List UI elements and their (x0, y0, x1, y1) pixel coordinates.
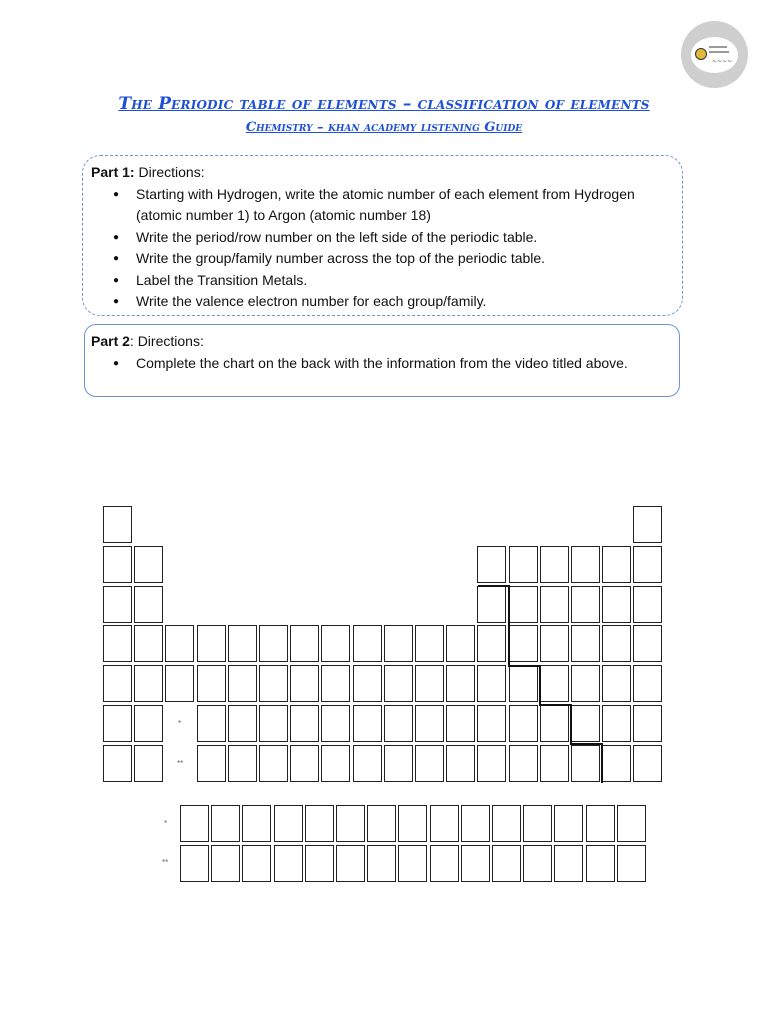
f-block-cell (398, 845, 427, 882)
element-cell (602, 625, 631, 662)
metalloid-staircase-line (570, 743, 602, 745)
actinide-row-marker: ** (162, 858, 169, 867)
f-block-cell (617, 805, 646, 842)
element-cell (633, 546, 662, 583)
f-block-cell (180, 805, 209, 842)
element-cell (602, 665, 631, 702)
part2-heading-text: : Directions: (129, 333, 204, 349)
f-block-cell (336, 845, 365, 882)
part1-heading (91, 162, 674, 184)
logo (681, 21, 748, 88)
element-cell (509, 705, 538, 742)
element-cell (384, 745, 413, 782)
element-cell (259, 705, 288, 742)
lanthanide-marker: * (178, 719, 182, 728)
element-cell (134, 665, 163, 702)
element-cell (353, 665, 382, 702)
f-block-cell (430, 805, 459, 842)
f-block-cell (211, 805, 240, 842)
element-cell (384, 705, 413, 742)
lanthanide-row-marker: * (164, 819, 168, 828)
element-cell (633, 665, 662, 702)
element-cell (228, 705, 257, 742)
element-cell (321, 625, 350, 662)
element-cell (540, 546, 569, 583)
element-cell (103, 705, 132, 742)
f-block-cell (274, 845, 303, 882)
f-block-cell (180, 845, 209, 882)
metalloid-staircase-line (508, 585, 510, 666)
element-cell (321, 745, 350, 782)
part1-list (91, 184, 674, 313)
page-title: The Periodic table of elements – classification of elements (118, 94, 650, 114)
element-cell (540, 586, 569, 623)
element-cell (477, 665, 506, 702)
element-cell (321, 665, 350, 702)
element-cell (571, 665, 600, 702)
metalloid-staircase-line (539, 704, 571, 706)
element-cell (571, 705, 600, 742)
element-cell (384, 625, 413, 662)
element-cell (259, 625, 288, 662)
part1-heading-text: Directions: (134, 164, 205, 180)
metalloid-staircase-line (508, 665, 540, 667)
element-cell (165, 665, 194, 702)
element-cell (103, 625, 132, 662)
element-cell (540, 745, 569, 782)
element-cell (353, 705, 382, 742)
element-cell (602, 705, 631, 742)
f-block-cell (523, 845, 552, 882)
element-cell (602, 745, 631, 782)
element-cell (477, 625, 506, 662)
element-cell (415, 625, 444, 662)
element-cell (509, 625, 538, 662)
element-cell (290, 625, 319, 662)
element-cell (602, 546, 631, 583)
element-cell (477, 586, 506, 623)
element-cell (446, 745, 475, 782)
element-cell (259, 665, 288, 702)
element-cell (509, 586, 538, 623)
f-block-cell (461, 805, 490, 842)
element-cell (197, 705, 226, 742)
f-block-cell (461, 845, 490, 882)
part2-directions-box (84, 324, 680, 397)
element-cell (540, 665, 569, 702)
element-cell (228, 745, 257, 782)
bee-icon (695, 48, 707, 60)
element-cell (134, 625, 163, 662)
element-cell (477, 546, 506, 583)
f-block-cell (430, 845, 459, 882)
element-cell (509, 665, 538, 702)
logo-script: ~~~~ (712, 58, 733, 65)
element-cell (540, 705, 569, 742)
element-cell (134, 546, 163, 583)
element-cell (571, 745, 600, 782)
element-cell (103, 665, 132, 702)
list-item: ● Starting with Hydrogen, write the atomic number of each element from Hydrogen (atomic number 1) to Argon (atomic number 18) (91, 184, 674, 227)
element-cell (446, 705, 475, 742)
element-cell (477, 705, 506, 742)
f-block-cell (367, 845, 396, 882)
element-cell (197, 665, 226, 702)
element-cell (602, 586, 631, 623)
f-block-cell (305, 805, 334, 842)
part2-label: Part 2 (91, 333, 130, 349)
blank-periodic-table (100, 485, 685, 890)
f-block-cell (242, 805, 271, 842)
f-block-cell (367, 805, 396, 842)
list-item: ● Write the group/family number across the top of the periodic table. (91, 248, 674, 270)
f-block-cell (586, 805, 615, 842)
element-cell (165, 625, 194, 662)
element-cell (290, 705, 319, 742)
part1-directions-box (82, 155, 683, 316)
element-cell (103, 506, 132, 543)
part2-list (91, 353, 673, 375)
element-cell (228, 665, 257, 702)
f-block-cell (336, 805, 365, 842)
element-cell (633, 625, 662, 662)
element-cell (571, 625, 600, 662)
f-block-cell (617, 845, 646, 882)
logo-text-line (709, 46, 727, 48)
part2-heading (91, 331, 673, 353)
element-cell (446, 625, 475, 662)
logo-badge (691, 37, 738, 73)
element-cell (477, 745, 506, 782)
element-cell (446, 665, 475, 702)
f-block-cell (586, 845, 615, 882)
element-cell (103, 546, 132, 583)
element-cell (633, 705, 662, 742)
f-block-cell (274, 805, 303, 842)
f-block-cell (398, 805, 427, 842)
element-cell (633, 506, 662, 543)
element-cell (509, 546, 538, 583)
element-cell (103, 586, 132, 623)
list-item: ● Write the valence electron number for each group/family. (91, 291, 674, 313)
element-cell (509, 745, 538, 782)
f-block-cell (305, 845, 334, 882)
page-subtitle: Chemistry – khan academy listening Guide (245, 120, 523, 135)
element-cell (633, 745, 662, 782)
element-cell (134, 705, 163, 742)
list-item: ● Write the period/row number on the left side of the periodic table. (91, 227, 674, 249)
f-block-cell (523, 805, 552, 842)
element-cell (415, 665, 444, 702)
element-cell (134, 586, 163, 623)
element-cell (353, 625, 382, 662)
logo-text-line (709, 51, 729, 53)
f-block-cell (492, 845, 521, 882)
element-cell (290, 665, 319, 702)
element-cell (197, 745, 226, 782)
list-item: ● Complete the chart on the back with the information from the video titled above. (91, 353, 673, 375)
element-cell (633, 586, 662, 623)
element-cell (103, 745, 132, 782)
element-cell (353, 745, 382, 782)
metalloid-staircase-line (570, 704, 572, 744)
element-cell (321, 705, 350, 742)
f-block-cell (242, 845, 271, 882)
element-cell (415, 705, 444, 742)
element-cell (197, 625, 226, 662)
metalloid-staircase-line (539, 665, 541, 705)
element-cell (134, 745, 163, 782)
element-cell (571, 586, 600, 623)
element-cell (290, 745, 319, 782)
element-cell (571, 546, 600, 583)
f-block-cell (211, 845, 240, 882)
actinide-marker: ** (177, 759, 184, 768)
element-cell (259, 745, 288, 782)
f-block-cell (554, 845, 583, 882)
metalloid-staircase-line (601, 743, 603, 783)
part1-label: Part 1: (91, 164, 135, 180)
element-cell (415, 745, 444, 782)
metalloid-staircase-line (478, 585, 510, 587)
element-cell (384, 665, 413, 702)
f-block-cell (492, 805, 521, 842)
element-cell (540, 625, 569, 662)
list-item: ● Label the Transition Metals. (91, 270, 674, 292)
f-block-cell (554, 805, 583, 842)
element-cell (228, 625, 257, 662)
